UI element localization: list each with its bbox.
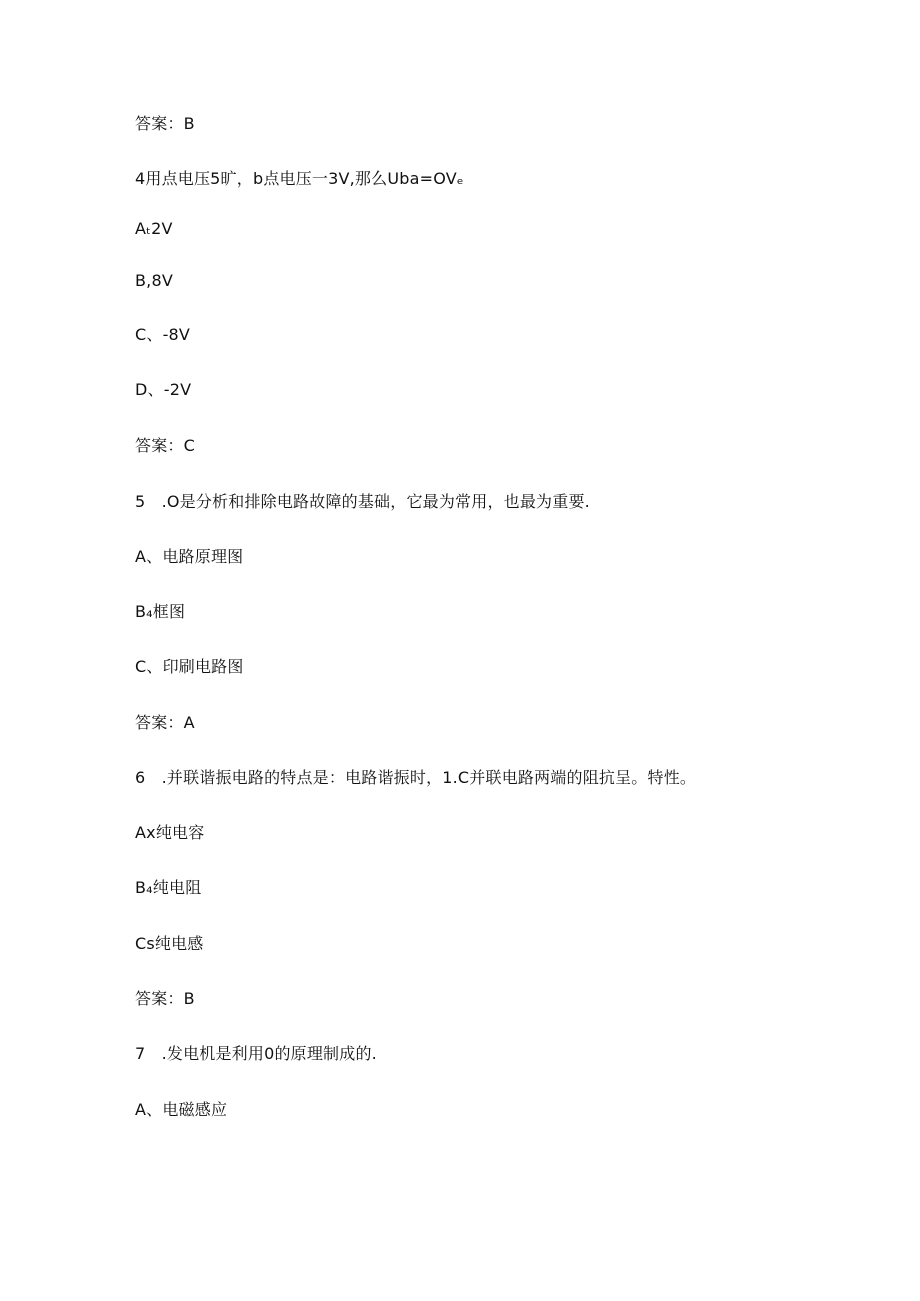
option-b: B₄纯电阻	[135, 878, 202, 897]
option-b: B₄框图	[135, 602, 186, 621]
option-b: B,8V	[135, 271, 173, 290]
option-a: A、电路原理图	[135, 547, 244, 566]
answer-line: 答案：C	[135, 436, 195, 455]
question-7: 7 .发电机是利用0的原理制成的.	[135, 1044, 377, 1063]
option-c: C、-8V	[135, 325, 191, 344]
answer-line: 答案：B	[135, 114, 195, 133]
option-a: Ax纯电容	[135, 823, 205, 842]
option-d: D、-2V	[135, 380, 192, 399]
option-a: A、电磁感应	[135, 1100, 228, 1119]
question-6: 6 .并联谐振电路的特点是：电路谐振时，1.C并联电路两端的阻抗呈。特性。	[135, 768, 697, 787]
option-a: Aₜ2V	[135, 219, 173, 238]
answer-line: 答案：B	[135, 989, 195, 1008]
option-c: Cs纯电感	[135, 934, 204, 953]
answer-line: 答案：A	[135, 713, 195, 732]
question-5: 5 .O是分析和排除电路故障的基础，它最为常用，也最为重要.	[135, 492, 590, 511]
question-4: 4用点电压5旷，b点电压一3V,那么Uba=OVₑ	[135, 169, 464, 188]
option-c: C、印刷电路图	[135, 657, 244, 676]
